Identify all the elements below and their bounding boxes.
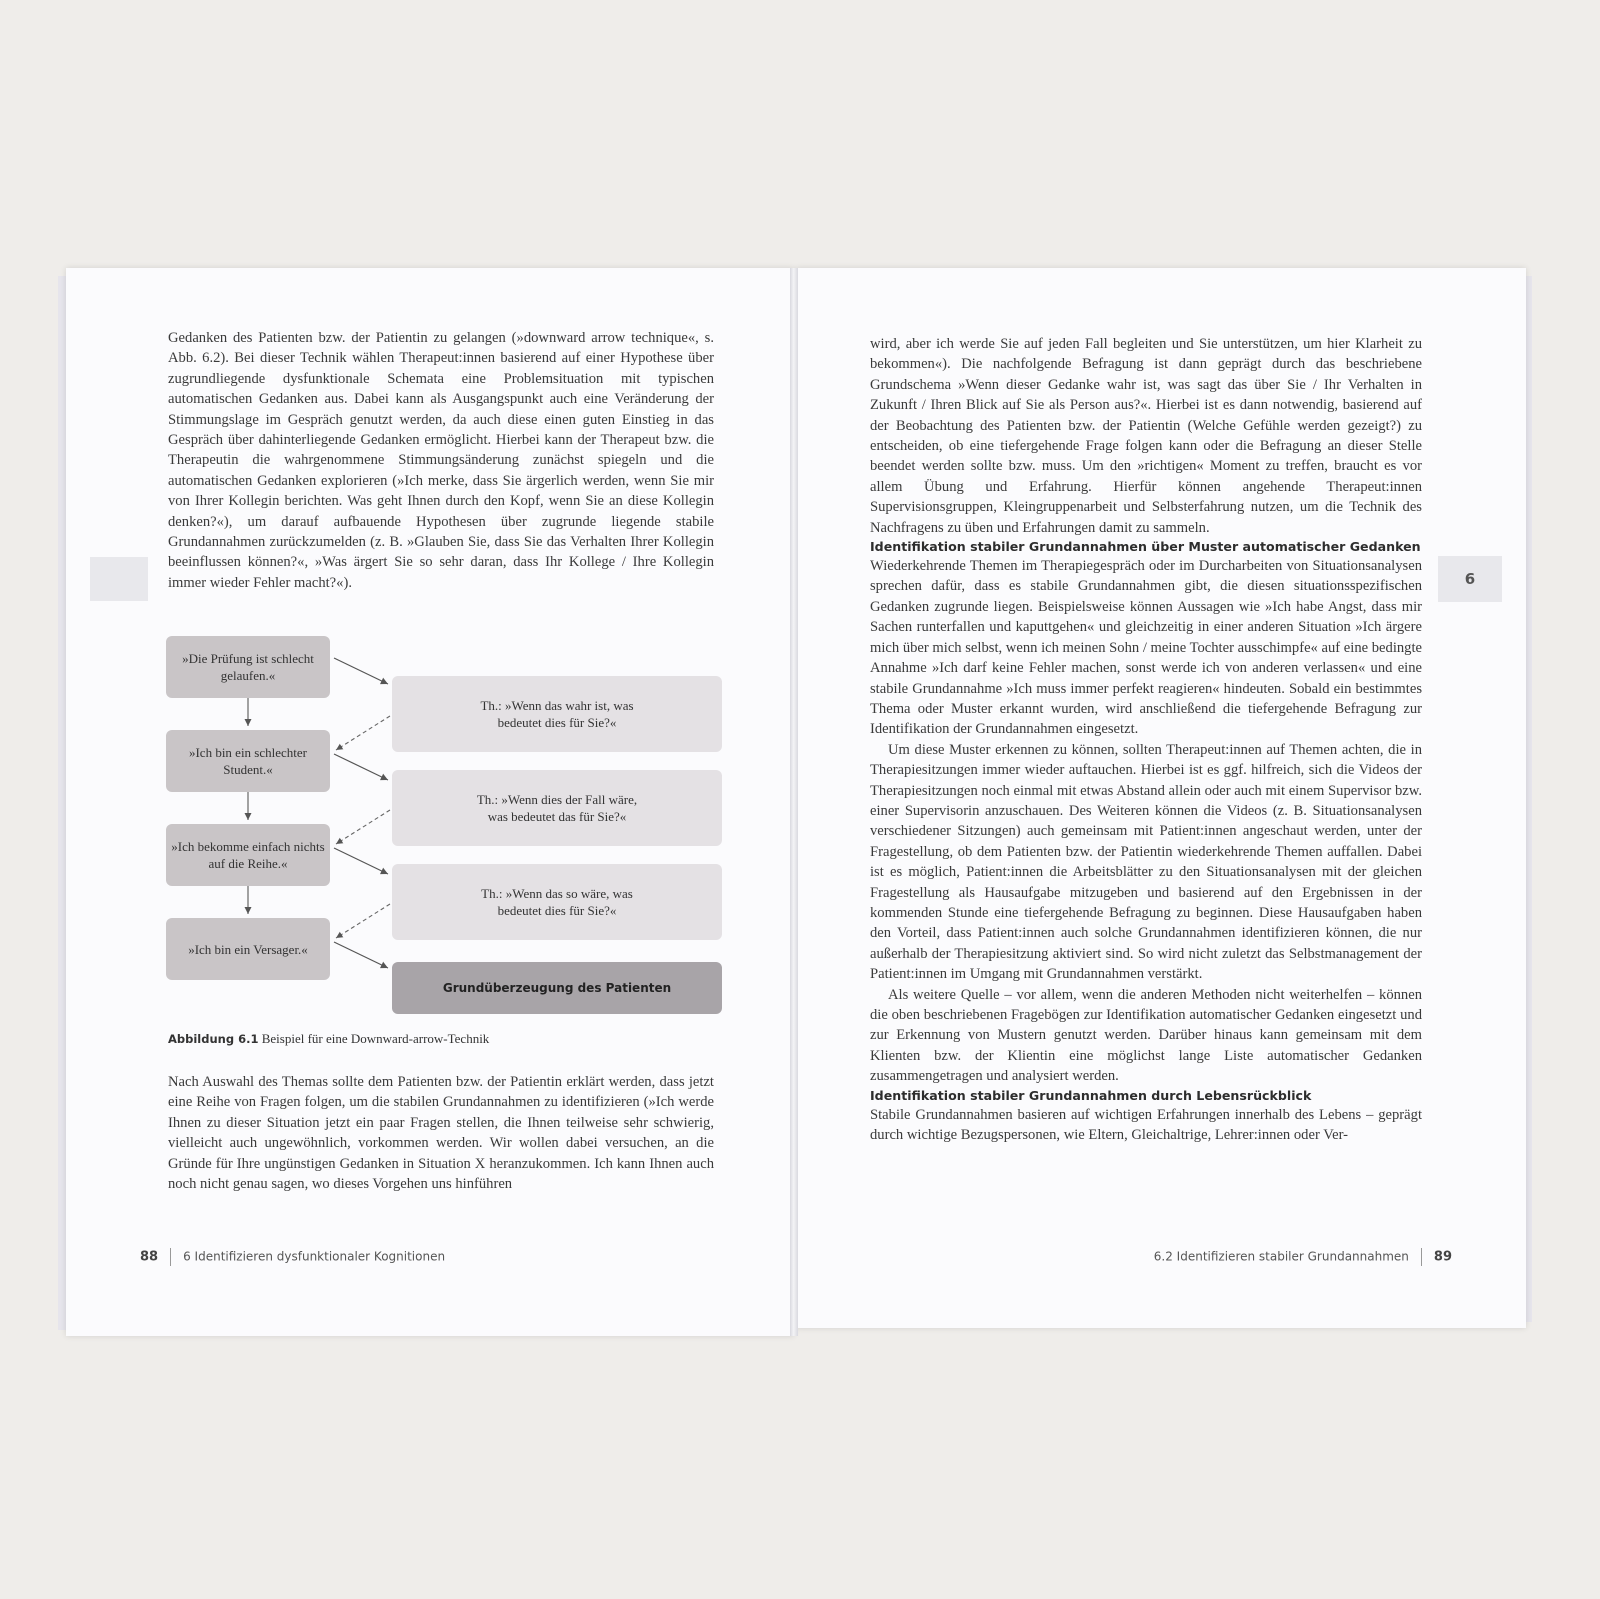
right-page-number: 89: [1433, 1249, 1452, 1265]
right-paragraph-5: Stabile Grundannahmen basieren auf wichtigen Erfahrungen innerhalb des Lebens – geprägt durch wichtige Bezugspersonen, wie Eltern, Gleichaltrige, Lehrer:innen oder Ver-: [870, 1106, 1422, 1144]
left-paragraph-2: Nach Auswahl des Themas sollte dem Patienten bzw. der Patientin erklärt werden, dass jetzt eine Reihe von Fragen folgen, um die stabilen Grundannahmen zu identifizieren (»Ich werde Ihnen zu dieser Situation jetzt ein paar Fragen stellen, die Ihnen teilweise sehr schwierig, vielleicht auch ungewöhnlich, vorkommen werden. Wir wollen dabei versuchen, an die Gründe für Ihre ungünstigen Gedanken in Situation X heranzukommen. Ich kann Ihnen auch noch nicht genau sagen, wo dieses Vorgehen uns hinführen: [168, 1074, 714, 1193]
left-paragraph-1: Gedanken des Patienten bzw. der Patientin zu gelangen (»downward arrow technique«, s. Abb. 6.2). Bei dieser Technik wählen Therapeut:innen basierend auf einer Hypothese über zugrundliegende dysfunktionale Schemata eine Problemsituation mit typischen automatischen Gedanken aus. Dabei kann als Ausgangspunkt auch eine Veränderung der Stimmungslage im Gespräch genutzt werden, da auch diese einen guten Einstieg in das Gespräch über dahinterliegende Gedanken ermöglicht. Hierbei kann der Therapeut bzw. die Therapeutin die wahrgenommene Stimmungsänderung zunächst spiegeln und die automatischen Gedanken explorieren (»Ich merke, dass Sie ärgerlich werden, wenn Sie mir von Ihrer Kollegin berichten. Was geht Ihnen durch den Kopf, wenn Sie an diese Kollegin denken?«), um darauf aufbauende Hypothesen über zugrunde liegende stabile Grundannahmen zurückzumelden (z. B. »Glauben Sie, dass Sie das Verhalten Ihrer Kollegin beeinflussen können?«, »Was ärgert Sie so sehr daran, dass Ihr Kollege / Ihre Kollegin immer wieder Fehler macht?«).: [168, 330, 714, 591]
left-footer: [140, 1248, 445, 1266]
thought-box-3: »Ich bekomme einfach nichts auf die Reihe.«: [166, 824, 330, 886]
diagonal-arrow-4: [334, 942, 388, 968]
figure-caption-text: Beispiel für eine Downward-arrow-Technik: [261, 1031, 490, 1046]
dashed-arrow-1: [336, 716, 390, 750]
left-running-head: 6 Identifizieren dysfunktionaler Kognitionen: [183, 1249, 446, 1264]
figure-caption-label: Abbildung 6.1: [168, 1032, 259, 1046]
therapist-question-box-1: [392, 676, 722, 752]
right-paragraph-3: Um diese Muster erkennen zu können, sollten Therapeut:innen auf Themen achten, die in Therapiesitzungen immer wieder auftauchen. Hierbei ist es ggf. hilfreich, sich die Videos der Therapiesitzungen noch einmal mit etwas Abstand allein oder auch mit einem Supervisor bzw. einer Supervisorin anzuschauen. Des Weiteren können die Videos (z. B. Situationsanalysen verschiedener Sitzungen) auch gemeinsam mit Patient:innen angeschaut werden, unter der Fragestellung, ob dem Patienten bzw. der Patientin wiederkehrende Themen auffallen. Dabei ist es möglich, Patient:innen die Arbeitsblätter zu den Situationsanalysen mit der gleichen Fragestellung als Hausaufgabe mitzugeben und basierend auf den Ergebnissen in der kommenden Stunde eine tiefergehende Befragung zu beginnen. Diese Hausaufgaben haben den Vorteil, dass Patient:innen auch solche Grundannahmen identifizieren können, die nur außerhalb der Therapiesitzung aktiviert sind. So wird nicht zuletzt das Selbstmanagement der Patient:innen im Umgang mit Grundannahmen verstärkt.: [870, 741, 1422, 983]
right-chapter-tab-number: 6: [1464, 570, 1476, 588]
therapist-question-box-3: [392, 864, 722, 940]
figure-caption: [168, 1031, 489, 1047]
therapist-question-3: Th.: »Wenn das so wäre, was bedeutet dies für Sie?«: [481, 886, 633, 918]
right-text-column: [870, 334, 1422, 1145]
diagonal-arrow-3: [334, 848, 388, 874]
right-footer: [1154, 1248, 1452, 1266]
right-running-head: 6.2 Identifizieren stabiler Grundannahmen: [1153, 1249, 1409, 1264]
left-footer-separator: [170, 1248, 171, 1266]
therapist-question-2: Th.: »Wenn dies der Fall wäre, was bedeutet das für Sie?«: [476, 792, 638, 824]
right-heading-2: Identifikation stabiler Grundannahmen durch Lebensrückblick: [870, 1087, 1312, 1103]
core-belief-box: Grundüberzeugung des Patienten: [392, 962, 722, 1014]
thought-box-2: »Ich bin ein schlechter Student.«: [166, 730, 330, 792]
diagonal-arrow-2: [334, 754, 388, 780]
therapist-question-1: Th.: »Wenn das wahr ist, was bedeutet dies für Sie?«: [480, 698, 634, 730]
downward-arrow-diagram: [166, 636, 726, 1026]
diagonal-arrow-1: [334, 658, 388, 684]
thought-box-1: »Die Prüfung ist schlecht gelaufen.«: [166, 636, 330, 698]
left-page-number: 88: [140, 1249, 159, 1265]
right-paragraph-1: wird, aber ich werde Sie auf jeden Fall begleiten und Sie unterstützen, um hier Klarheit zu bekommen«). Die nachfolgende Befragung ist dann geprägt durch das beschriebene Grundschema »Wenn dieser Gedanke wahr ist, was sagt das über Sie / Ihr Verhalten in Zukunft / Ihren Blick auf Sie als Person aus?«. Hierbei ist es dann notwendig, basierend auf der Beobachtung des Patienten bzw. der Patientin (Welche Gefühle werden gezeigt?) zu entscheiden, ob eine tiefergehende Frage folgen kann oder die Befragung an dieser Stelle beendet werden sollte bzw. muss. Um den »richtigen« Moment zu treffen, braucht es vor allem Übung und Erfahrung. Hierfür können angehende Therapeut:innen Supervisionsgruppen, Kleingruppenarbeit und Selbsterfahrung nutzen, um die Technik des Nachfragens zu üben und Erfahrungen damit zu sammeln.: [870, 336, 1422, 536]
dashed-arrow-2: [336, 810, 390, 844]
book-gutter: [790, 268, 798, 1336]
right-paragraph-4: Als weitere Quelle – vor allem, wenn die anderen Methoden nicht weiterhelfen – können die oben beschriebenen Fragebögen zur Identifikation automatischer Gedanken eingesetzt und zur Erkennung von Mustern genutzt werden. Darüber hinaus kann gemeinsam mit dem Klienten bzw. der Klientin eine möglichst lange Liste automatischer Gedanken zusammengetragen und analysiert werden.: [870, 986, 1422, 1085]
right-paragraph-2: Wiederkehrende Themen im Therapiegespräch oder im Durcharbeiten von Situationsanalysen sprechen dafür, dass es stabile Grundannahmen gibt, die diesen situationsspezifischen Gedanken zugrunde liegen. Beispielsweise können Aussagen wie »Ich habe Angst, dass mir Sachen runterfallen und kaputtgehen« und gleichzeitig in einer anderen Situation »Ich ärgere mich über mich selbst, wenn ich meinen Sohn / meine Tochter ausschimpfe« auf eine bedingte Annahme »Ich darf keine Fehler machen, sonst werde ich von anderen verlassen« und eine stabile Grundannahme »Ich muss immer perfekt reagieren« hindeuten. Sobald ein bestimmtes Thema oder Muster erkannt wurden, wird anschließend die tiefergehende Befragung zur Identifikation der Grundannahmen eingesetzt.: [870, 558, 1422, 738]
left-chapter-tab: [90, 557, 148, 601]
right-heading-1: Identifikation stabiler Grundannahmen über Muster automatischer Gedanken: [870, 539, 1421, 555]
left-paragraph-1-block: [168, 328, 714, 593]
right-chapter-tab: [1438, 556, 1502, 602]
thought-box-4: »Ich bin ein Versager.«: [166, 918, 330, 980]
left-paragraph-2-block: [168, 1072, 714, 1194]
dashed-arrow-3: [336, 904, 390, 938]
right-footer-separator: [1421, 1248, 1422, 1266]
therapist-question-box-2: [392, 770, 722, 846]
